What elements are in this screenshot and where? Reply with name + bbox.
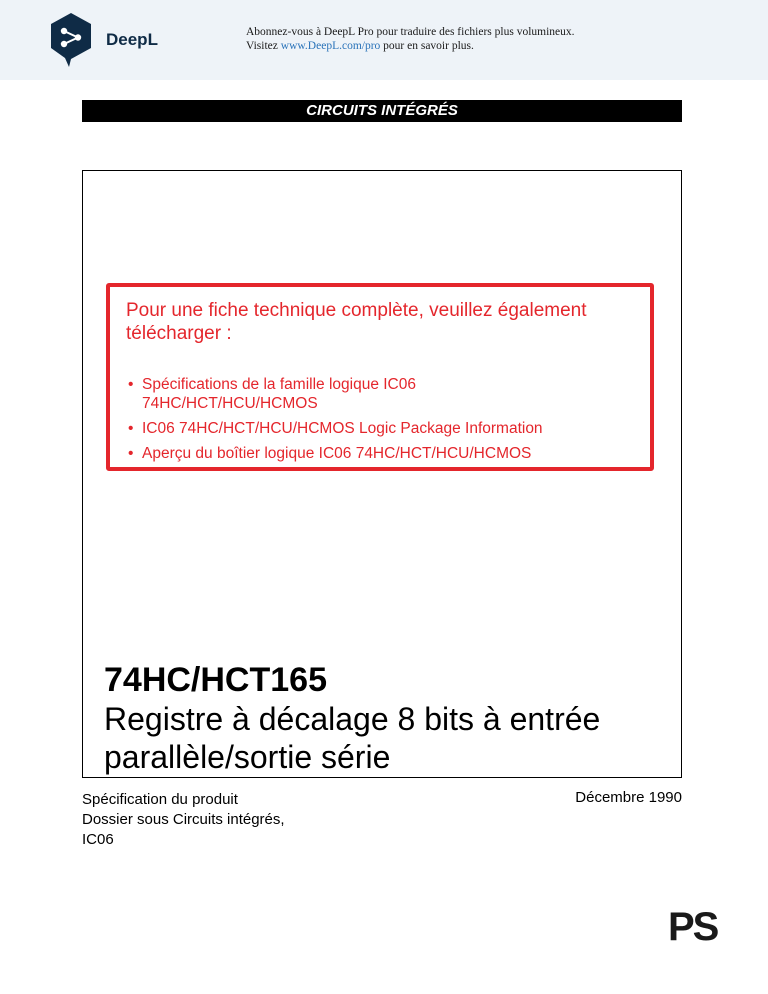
notice-item-line: IC06 74HC/HCT/HCU/HCMOS Logic Package Information <box>142 420 543 437</box>
notice-item[interactable] <box>128 419 543 438</box>
product-subtitle <box>104 700 684 776</box>
promo-line-2 <box>246 39 575 53</box>
section-header-bar: CIRCUITS INTÉGRÉS <box>82 100 682 122</box>
part-number: 74HC/HCT165 <box>104 661 327 699</box>
spec-line-1: Spécification du produit <box>82 791 238 808</box>
notice-item[interactable] <box>128 375 543 413</box>
deepl-logo[interactable] <box>48 11 158 69</box>
promo-suffix: pour en savoir plus. <box>380 40 474 52</box>
notice-intro: Pour une fiche technique complète, veuillez également télécharger : <box>126 300 587 344</box>
bullet-icon: • <box>128 420 134 437</box>
promo-link[interactable]: www.DeepL.com/pro <box>280 40 381 52</box>
promo-prefix: Visitez <box>246 40 281 52</box>
spec-info <box>82 790 285 850</box>
deepl-banner <box>0 0 768 80</box>
bullet-icon: • <box>128 376 134 393</box>
promo-line-1: Abonnez-vous à DeepL Pro pour traduire des fichiers plus volumineux. <box>246 26 575 38</box>
notice-item-line: Aperçu du boîtier logique IC06 74HC/HCT/HCU/HCMOS <box>142 445 532 462</box>
bullet-icon: • <box>128 445 134 462</box>
download-notice-box <box>106 283 654 471</box>
publication-date: Décembre 1990 <box>575 789 682 806</box>
subtitle-line-1: Registre à décalage 8 bits à entrée <box>104 701 601 737</box>
ps-logo: PS <box>668 905 718 949</box>
notice-item-line: 74HC/HCT/HCU/HCMOS <box>142 395 318 412</box>
spec-line-2: Dossier sous Circuits intégrés, <box>82 811 285 828</box>
deepl-logo-icon <box>48 11 94 69</box>
promo-text <box>246 25 575 53</box>
notice-item-line: Spécifications de la famille logique IC06 <box>142 376 416 393</box>
subtitle-line-2: parallèle/sortie série <box>104 739 391 775</box>
notice-list <box>128 375 543 469</box>
deepl-logo-text: DeepL <box>106 30 158 49</box>
spec-line-3: IC06 <box>82 831 114 848</box>
notice-item[interactable] <box>128 444 543 463</box>
